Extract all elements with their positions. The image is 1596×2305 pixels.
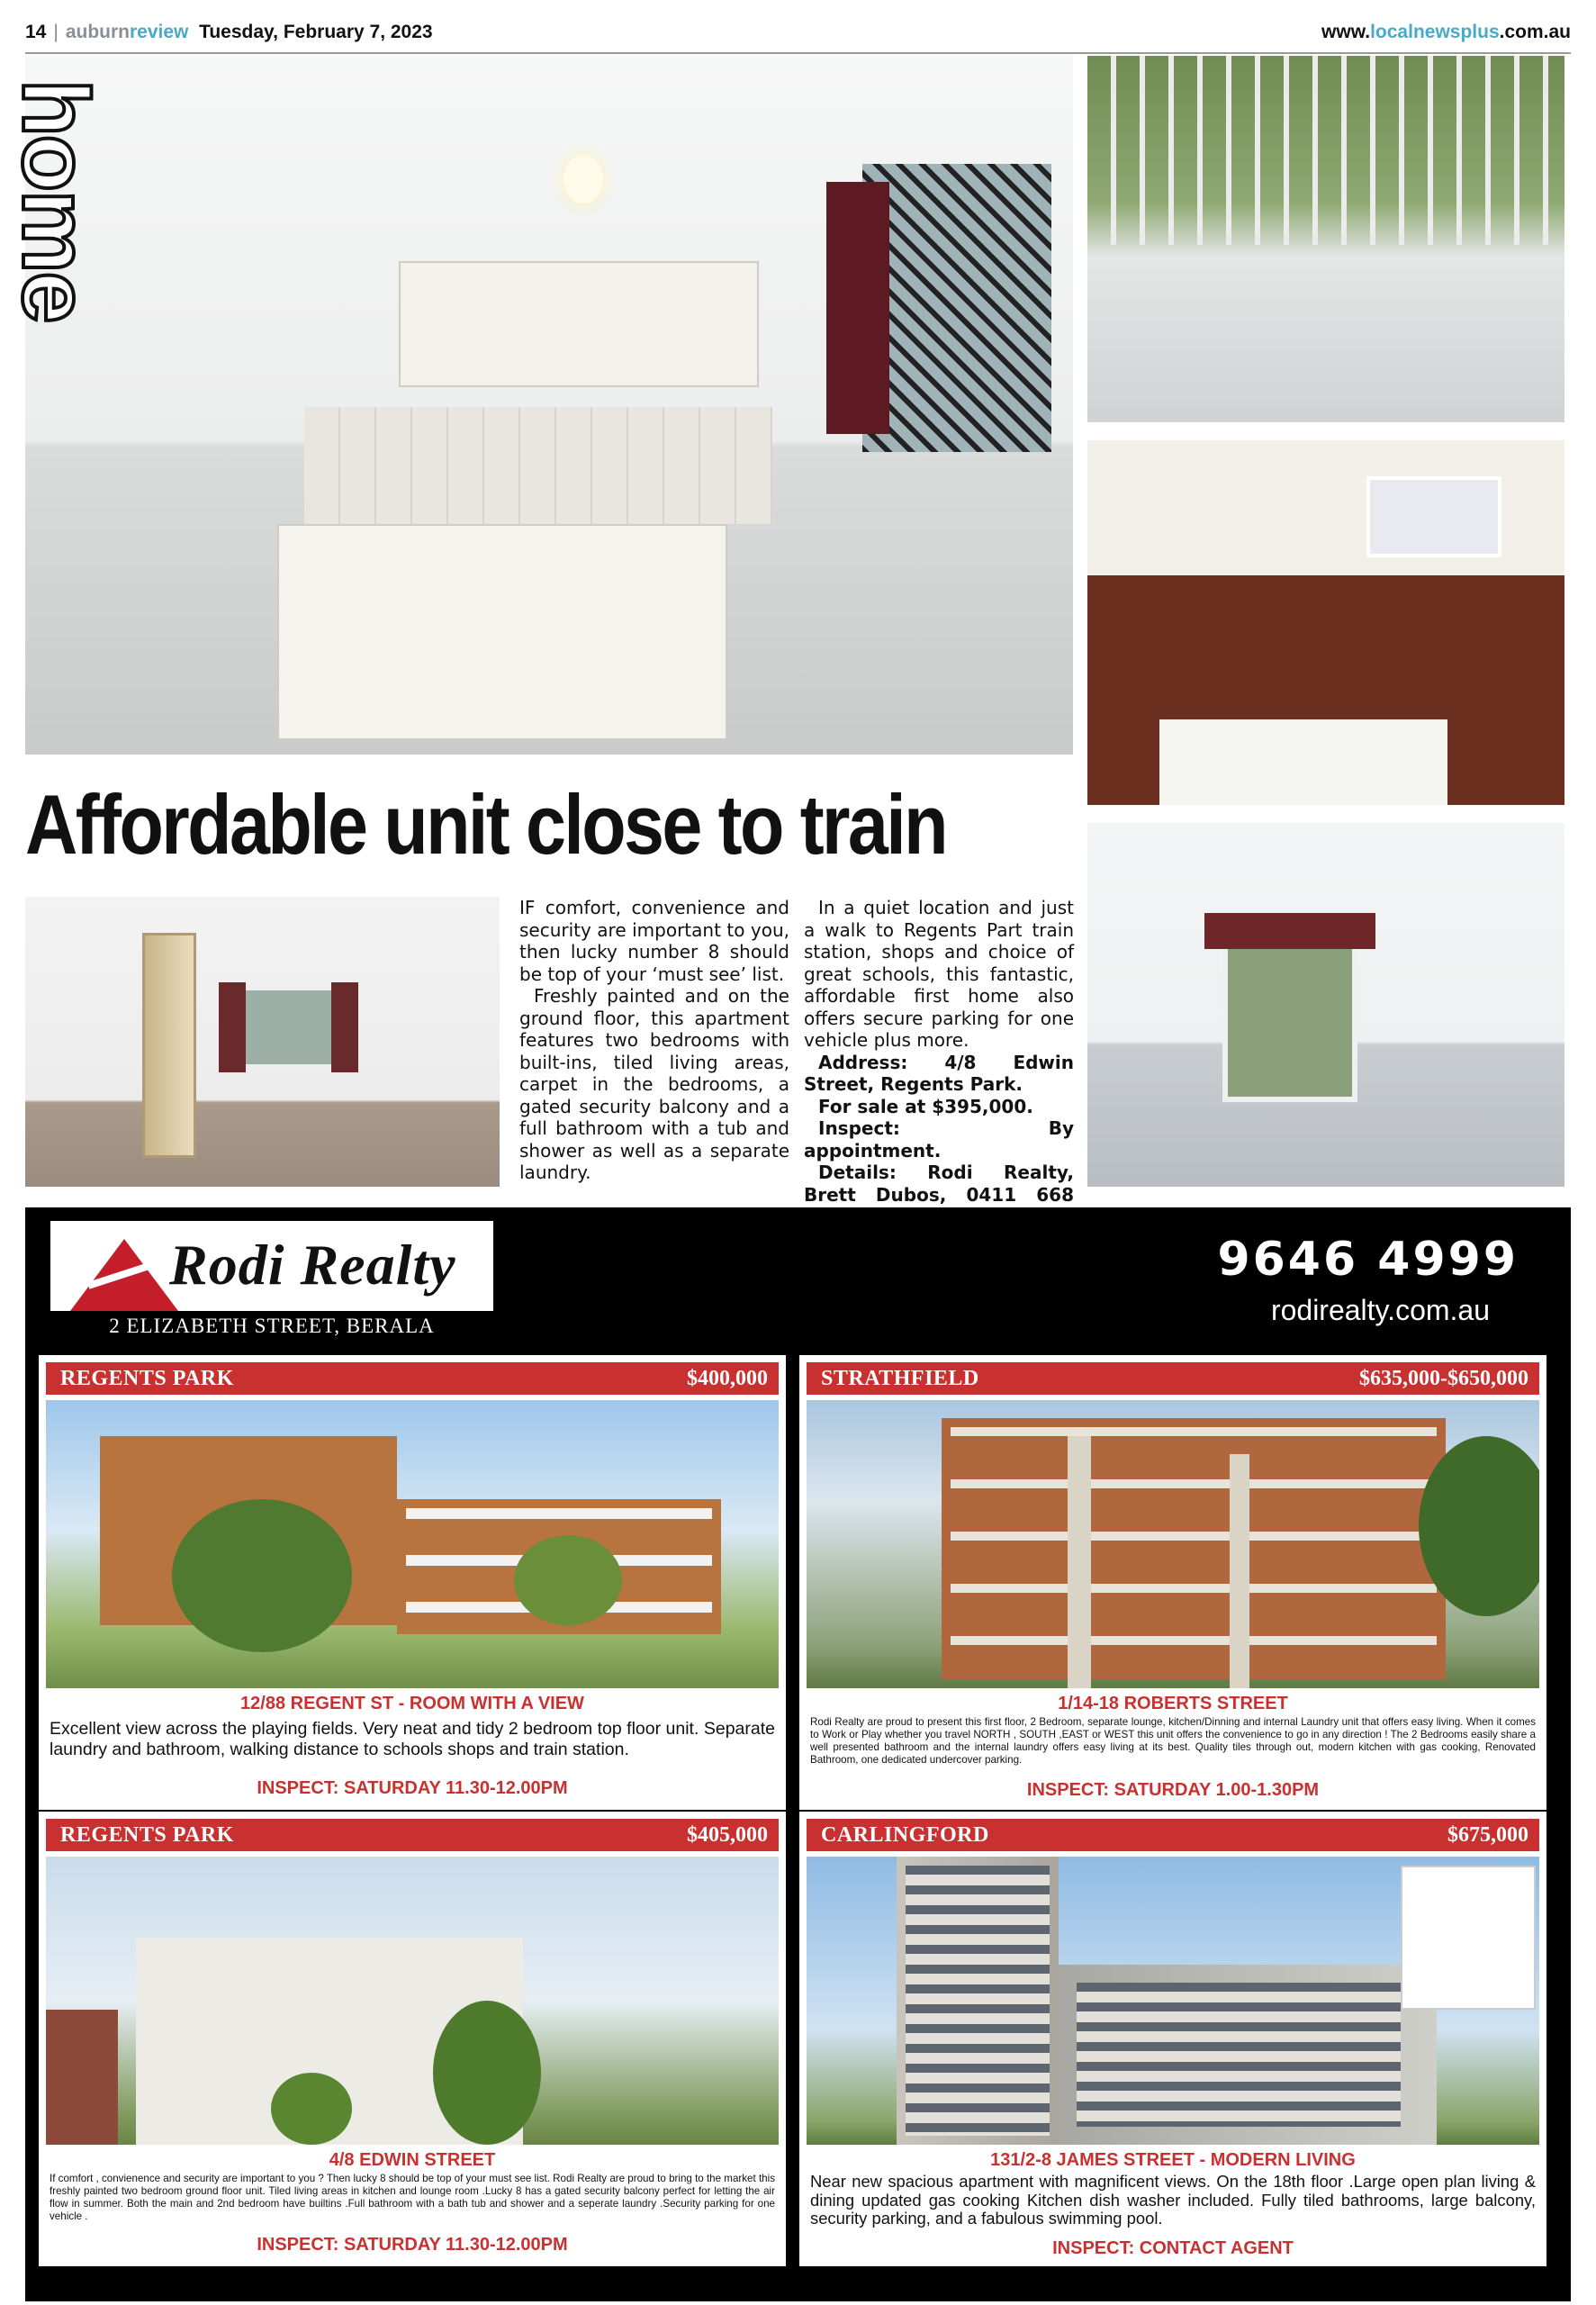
website-suffix: .com.au [1499,22,1571,42]
block-windows [1077,1983,1401,2127]
listing-inspection: INSPECT: CONTACT AGENT [1052,2238,1294,2258]
agency-logo [50,1221,493,1344]
listing-suburb: REGENTS PARK [60,1367,234,1390]
article-inspect: Inspect: By appointment. [804,1117,1074,1162]
balcony-bars [1087,56,1564,245]
listing-header [807,1362,1539,1395]
listing-title: 1/14-18 ROBERTS STREET [1058,1694,1288,1713]
listing-card [39,1355,786,1810]
section-label [3,79,117,331]
listing-card [39,1812,786,2266]
website-prefix: www. [1321,22,1371,42]
listing-photo [807,1400,1539,1688]
listing-price: $400,000 [687,1367,768,1390]
curtain [826,182,889,434]
publication-name-part1: auburn [65,22,130,42]
listing-inspection: INSPECT: SATURDAY 1.00-1.30PM [1026,1780,1320,1800]
website-domain: localnewsplus [1370,22,1500,42]
listing-header [46,1362,779,1395]
balcony-photo [1087,56,1564,422]
website-link[interactable] [1321,22,1571,43]
listing-header [46,1819,779,1851]
listing-suburb: STRATHFIELD [821,1367,979,1390]
listing-price: $405,000 [687,1823,768,1847]
article-headline: Affordable unit close to train [25,777,946,872]
curtain-right [331,982,358,1072]
tree-trunk [1230,1454,1249,1688]
rodi-realty-advertisement [25,1207,1571,2301]
article-price: For sale at $395,000. [818,1095,1033,1117]
ceiling-light [564,155,603,203]
curtain-left [219,982,246,1072]
listing-header [807,1819,1539,1851]
listing-description: Excellent view across the playing fields. Very neat and tidy 2 bedroom top floor unit. Separate laundry and bathroom, walking distance to schools shops and train station. [50,1719,775,1759]
header-rule [25,52,1571,54]
tree [172,1499,352,1652]
floor-plan-inset [1401,1866,1536,2010]
page-number: 14 [25,22,47,42]
listing-price: $675,000 [1447,1823,1528,1847]
agency-phone[interactable]: 9646 4999 [1217,1233,1519,1287]
listing-card [799,1355,1546,1810]
agency-website[interactable]: rodirealty.com.au [1270,1294,1490,1326]
listing-photo [807,1857,1539,2145]
windows [951,1427,1437,1661]
article-column-1 [519,897,789,1184]
article-details: Details: Rodi Realty, Brett Dubos, 0411 668 [804,1162,1074,1206]
publication-name-part2: review [130,22,189,42]
article-address: Address: 4/8 Edwin Street, Regents Park. [804,1051,1074,1095]
neighbour-house [46,2010,118,2145]
tree [514,1535,622,1625]
listing-description: Near new spacious apartment with magnificent views. On the 18th floor .Large open plan living & dining updated gas cooking Kitchen dish washer included. Fully tiled bathrooms, large balcony, security parking, and a fabulous swimming pool. [810,2172,1536,2228]
listing-price: $635,000-$650,000 [1359,1367,1528,1390]
issue-date: Tuesday, February 7, 2023 [199,22,433,42]
listing-description: Rodi Realty are proud to present this first floor, 2 Bedroom, separate lounge, kitchen/Dinning and internal Laundry unit that offers easy living. When it comes to Work or Play whether you travel NORTH , SOUTH ,EAST or WEST this unit offers the convenience to go in any direction ! The 2 Bedrooms easily share a well presented bathroom and the internal laundry offers easy living at its best. Quality tiles through out, modern kitchen with gas cooking, Renovated Bathroom, one dedicated undercover parking. [810,1716,1536,1766]
article-paragraph: Freshly painted and on the ground floor, this apartment features two bedrooms with built-ins, tiled living areas, carpet in the bedrooms, a gated security balcony and a full bathroom with a tub and shower as well as a separate laundry. [519,985,789,1183]
listing-photo [46,1400,779,1688]
listing-inspection: INSPECT: SATURDAY 11.30-12.00PM [257,2235,568,2255]
kitchen-photo [25,56,1073,755]
drape [1204,913,1375,949]
listing-suburb: CARLINGFORD [821,1823,989,1847]
logo-address: 2 ELIZABETH STREET, BERALA [109,1315,435,1337]
listing-title: 131/2-8 JAMES STREET - MODERN LIVING [990,2150,1356,2170]
tree [433,2001,541,2145]
listing-photo [46,1857,779,2145]
header-divider: | [53,22,59,42]
bathroom-photo [1087,440,1564,805]
listing-title: 12/88 REGENT ST - ROOM WITH A VIEW [240,1694,584,1713]
tower-windows [906,1866,1050,2136]
bedroom-photo [25,897,500,1187]
security-window [862,164,1051,452]
mirrored-wardrobe [142,933,196,1158]
tree-trunk [1068,1436,1091,1688]
listing-title: 4/8 EDWIN STREET [329,2150,496,2170]
article-paragraph: In a quiet location and just a walk to Regents Part train station, shops and choice of great schools, this fantastic, affordable first home also offers secure parking for one vehicle plus more. [804,897,1074,1051]
logo-name: Rodi Realty [169,1233,456,1297]
listing-suburb: REGENTS PARK [60,1823,234,1847]
listing-description: If comfort , convienence and security are important to you ? Then lucky 8 should be top of your must see list. Rodi Realty are proud to bring to the market this freshly painted two bedroom ground floor unit. Tiled living areas in kitchen and lounge room .Lucky 8 has a gated security balcony perfect for letting the air flow in summer. Both the main and 2nd bedroom have builtins .Full bathroom with a bath tub and shower and a seperate laundry .Security parking for one vehicle . [50,2173,775,2222]
bathtub [1159,719,1447,805]
shrub [271,2073,352,2145]
balcony-door [1222,931,1357,1102]
listing-card [799,1812,1546,2266]
lower-cabinets [277,524,727,740]
splashback-tiles [304,407,772,524]
upper-cabinets [399,261,759,387]
listing-inspection: INSPECT: SATURDAY 11.30-12.00PM [257,1778,568,1798]
article-column-2 [804,897,1074,1228]
living-room-photo [1087,823,1564,1187]
bathroom-window [1366,476,1501,557]
article-paragraph: IF comfort, convenience and security are important to you, then lucky number 8 should be top of your ‘must see’ list. [519,897,789,985]
header-left [25,22,433,43]
section-label-text: home [3,79,107,322]
